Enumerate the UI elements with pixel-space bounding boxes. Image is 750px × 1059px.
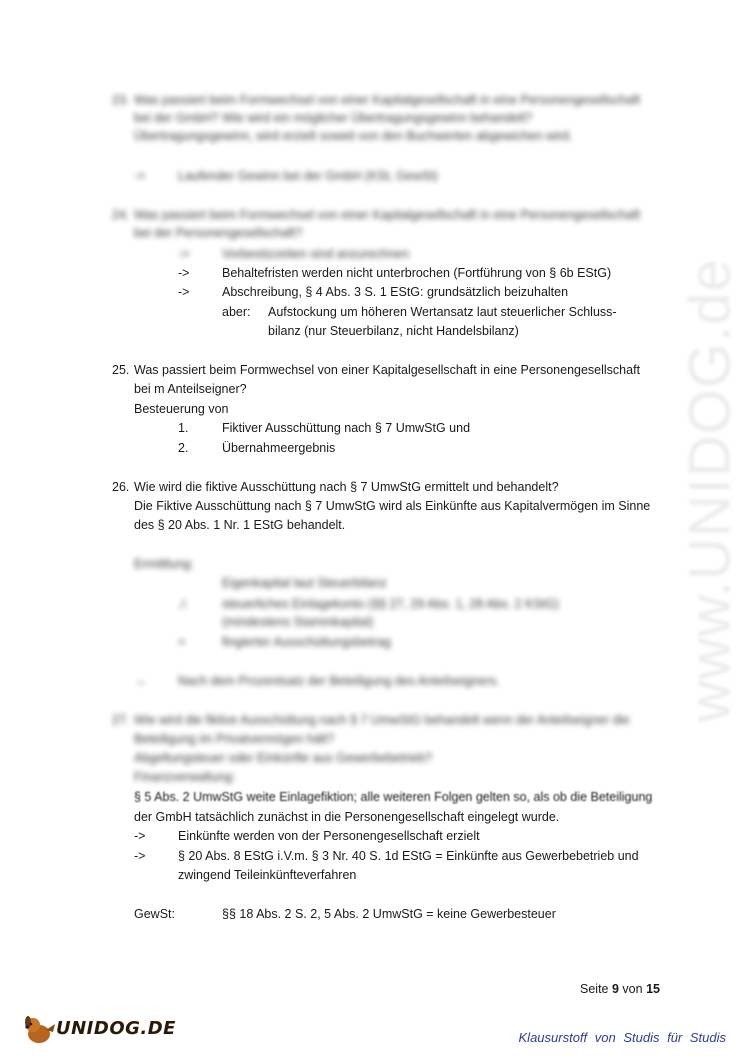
q27-arrow1-text: Einkünfte werden von der Personengesellschaft erzielt (178, 829, 480, 843)
q26-number: 26. (112, 480, 130, 494)
q26-line1: Wie wird die fiktive Ausschüttung nach § 7 UmwStG ermittelt und behandelt? (134, 480, 559, 494)
page-number (580, 982, 660, 996)
page-prefix: Seite (580, 982, 609, 996)
q24-item2-text: Behaltefristen werden nicht unterbrochen (Fortführung von § 6b EStG) (222, 266, 612, 280)
q25-item1-text: Fiktiver Ausschüttung nach § 7 UmwStG und (222, 421, 471, 435)
q25-line2: bei m Anteilseigner? (134, 382, 247, 396)
q24-item3-arrow: -> (178, 285, 190, 299)
q26-row4-symbol: = (178, 635, 186, 649)
q25-number: 25. (112, 363, 130, 377)
q27-line6: der GmbH tatsächlich zunächst in die Personengesellschaft eingelegt wurde. (134, 810, 560, 824)
q23-arrow: -> (134, 169, 146, 183)
q26-row2-symbol: ./. (178, 597, 189, 611)
q24-aber-label: aber: (222, 305, 251, 319)
q25-item1-num: 1. (178, 421, 189, 435)
q25-line3: Besteuerung von (134, 402, 229, 416)
q24-aber-line1: Aufstockung um höheren Wertansatz laut steuerlicher Schluss- (268, 305, 617, 319)
q24-item1-arrow: -> (178, 247, 190, 261)
q26-result-text: Nach dem Prozentsatz der Beteiligung des Anteilseigners. (178, 674, 500, 688)
q23-line2: bei der GmbH? Wie wird ein möglicher Übertragungsgewinn behandelt? (134, 111, 533, 125)
q27-line5: § 5 Abs. 2 UmwStG weite Einlagefiktion; alle weiteren Folgen gelten so, als ob die Beteiligung (134, 790, 653, 804)
q26-row3: (mindestens Stammkapital) (222, 615, 374, 629)
gewst-text: §§ 18 Abs. 2 S. 2, 5 Abs. 2 UmwStG = keine Gewerbesteuer (222, 907, 556, 921)
q24-line2: bei der Personengesellschaft? (134, 226, 303, 240)
q26-ermittlung-label: Ermittlung: (134, 557, 194, 571)
q27-arrow2-text: § 20 Abs. 8 EStG i.V.m. § 3 Nr. 40 S. 1d EStG = Einkünfte aus Gewerbebetrieb und (178, 849, 639, 863)
logo-text: UNIDOG.DE (56, 1018, 176, 1039)
q27-line4: Finanzverwaltung: (134, 770, 236, 784)
gewst-label: GewSt: (134, 907, 175, 921)
watermark-text: www.UNIDOG.de (677, 257, 743, 723)
page-mid: von (622, 982, 643, 996)
q24-line1: Was passiert beim Formwechsel von einer Kapitalgesellschaft in eine Personengesellschaft (134, 208, 641, 222)
page-total: 15 (646, 982, 660, 996)
q24-item2-arrow: -> (178, 266, 190, 280)
q27-number: 27. (112, 713, 130, 727)
q27-arrow2-text2: zwingend Teileinkünfteverfahren (178, 868, 357, 882)
q23-line3: Übertragungsgewinn, wird erzielt soweit von den Buchwerten abgewichen wird. (134, 129, 573, 143)
q24-aber-line2: bilanz (nur Steuerbilanz, nicht Handelsbilanz) (268, 324, 519, 338)
q27-line3: Abgeltungsteuer oder Einkünfte aus Gewerbebetrieb? (134, 751, 433, 765)
q25-item2-text: Übernahmeergebnis (222, 441, 336, 455)
page-current: 9 (611, 982, 619, 996)
dog-icon (22, 1014, 58, 1046)
q23-arrow-text: Laufender Gewinn bei der GmbH (KSt, GewSt) (178, 169, 438, 183)
q23-number: 23. (112, 93, 130, 107)
q23-line1: Was passiert beim Formwechsel von einer Kapitalgesellschaft in eine Personengesellschaft (134, 93, 641, 107)
q26-result-arrow: → (134, 674, 147, 688)
footer-slogan: Klausurstoff von Studis für Studis (518, 1030, 726, 1045)
q26-line3: des § 20 Abs. 1 Nr. 1 EStG behandelt. (134, 518, 346, 532)
q26-row2: steuerliches Einlagekonto (§§ 27, 29 Abs. 1, 28 Abs. 2 KStG) (222, 597, 560, 611)
q24-item1-text: Vorbesitzzeiten sind anzurechnen (222, 247, 409, 261)
q27-arrow2: -> (134, 849, 146, 863)
q25-item2-num: 2. (178, 441, 189, 455)
q26-row4: fingierter Ausschüttungsbetrag (222, 635, 391, 649)
q26-line2: Die Fiktive Ausschüttung nach § 7 UmwStG wird als Einkünfte aus Kapitalvermögen im Sinne (134, 499, 651, 513)
q24-number: 24. (112, 208, 130, 222)
q27-line2: Beteiligung im Privatvermögen hält? (134, 732, 335, 746)
q27-line1: Wie wird die fiktive Ausschüttung nach § 7 UmwStG behandelt wenn der Anteilseigner die (134, 713, 630, 727)
q24-item3-text: Abschreibung, § 4 Abs. 3 S. 1 EStG: grundsätzlich beizuhalten (222, 285, 569, 299)
q26-row1: Eigenkapital laut Steuerbilanz (222, 576, 387, 590)
q27-arrow1: -> (134, 829, 146, 843)
watermark (640, 257, 750, 723)
q25-line1: Was passiert beim Formwechsel von einer Kapitalgesellschaft in eine Personengesellschaft (134, 363, 641, 377)
unidog-logo (22, 1014, 176, 1046)
